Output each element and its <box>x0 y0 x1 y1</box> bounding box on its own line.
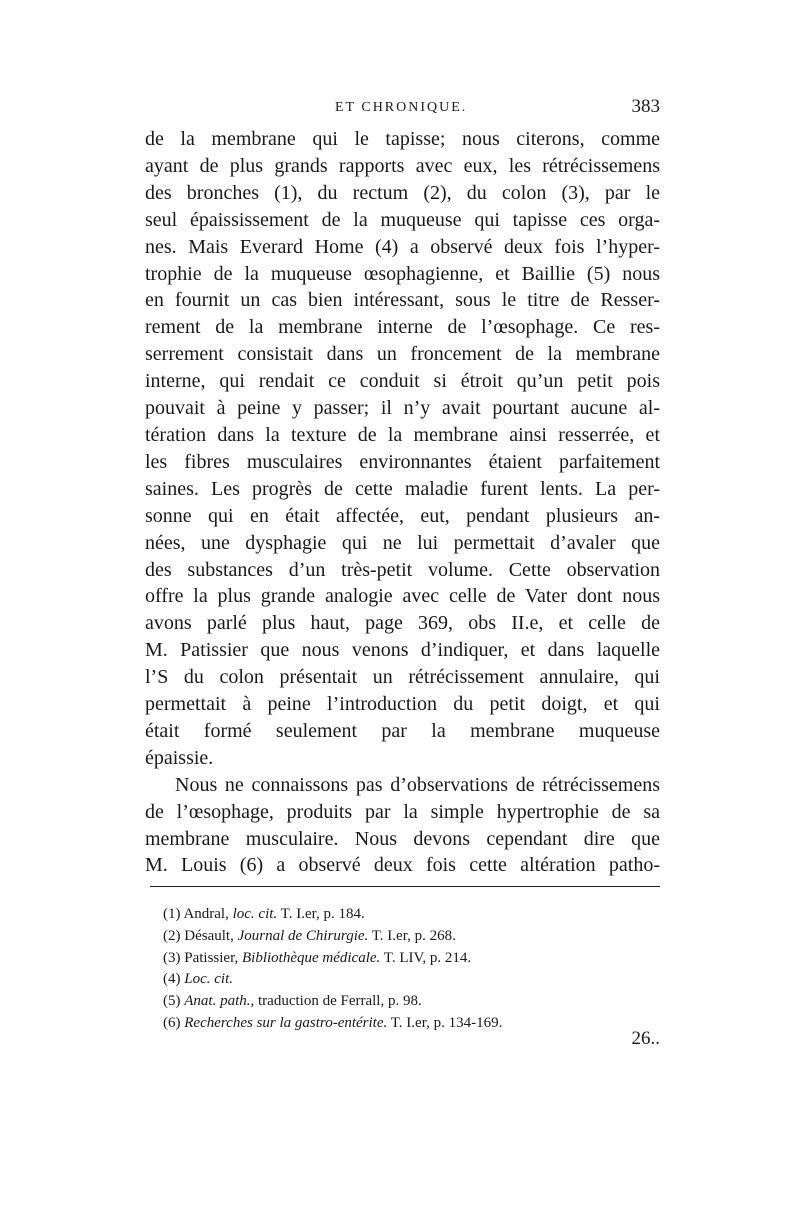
footnote-title: loc. cit. <box>232 906 278 922</box>
text-line: serrement consistait dans un froncement de la membrane <box>145 343 660 366</box>
text-line: des bronches (1), du rectum (2), du colon (3), par le <box>145 181 660 204</box>
footnote <box>163 1013 663 1035</box>
text-line: de l’œsophage, produits par la simple hypertrophie de sa <box>145 800 660 823</box>
footnote-title: Recherches sur la gastro-entérite. <box>184 1014 388 1031</box>
footnote-number: (6) <box>163 1014 181 1031</box>
text-line: sonne qui en était affectée, eut, pendant plusieurs an- <box>145 504 660 527</box>
text-line: de la membrane qui le tapisse; nous citerons, comme <box>145 128 660 150</box>
footnote-reference: T. I.er, p. 268. <box>371 927 456 944</box>
footnote-number: (4) <box>163 971 181 988</box>
footnote <box>163 969 663 991</box>
text-line: épaissie. <box>145 746 214 769</box>
text-line: des substances d’un très-petit volume. Cette observation <box>145 558 660 581</box>
text-line: seul épaississement de la muqueuse qui tapisse ces orga- <box>145 208 660 231</box>
text-line: pouvait à peine y passer; il n’y avait pourtant aucune al- <box>145 397 660 420</box>
footnotes <box>163 904 663 1035</box>
text-line: Nous ne connaissons pas d’observations de rétrécissemens <box>175 773 660 796</box>
page-number: 383 <box>631 96 660 117</box>
running-title: ET CHRONIQUE. <box>335 100 468 115</box>
footnote <box>163 904 663 926</box>
footnote-title: Loc. cit. <box>184 971 233 988</box>
text-line: était formé seulement par la membrane muqueuse <box>145 719 660 742</box>
text-line: nes. Mais Everard Home (4) a observé deux fois l’hyper- <box>145 235 660 258</box>
footnote-author: Patissier, <box>184 949 239 966</box>
footnote-number: (1) <box>163 906 181 922</box>
footnote-reference: , traduction de Ferrall, p. 98. <box>250 993 422 1010</box>
footnote-number: (5) <box>163 993 181 1010</box>
footnote-title: Journal de Chirurgie. <box>237 927 369 944</box>
text-line: nées, une dysphagie qui ne lui permettait d’avaler que <box>145 531 660 554</box>
footnote-title: Bibliothèque médicale. <box>241 949 381 966</box>
footnote-reference: T. I.er, p. 184. <box>280 906 365 922</box>
footnote-rule <box>150 886 660 887</box>
text-line: en fournit un cas bien intéressant, sous le titre de Resser- <box>145 289 660 312</box>
text-line: l’S du colon présentait un rétrécissement annulaire, qui <box>145 666 660 689</box>
footnote-title: Anat. path. <box>184 993 251 1010</box>
text-line: permettait à peine l’introduction du petit doigt, et qui <box>145 693 660 716</box>
text-line: interne, qui rendait ce conduit si étroit qu’un petit pois <box>145 370 660 393</box>
signature-mark: 26.. <box>631 1028 660 1049</box>
text-line: les fibres musculaires environnantes étaient parfaitement <box>145 450 660 473</box>
footnote-number: (3) <box>163 949 181 966</box>
text-line: M. Louis (6) a observé deux fois cette altération patho- <box>145 854 660 877</box>
text-line: offre la plus grande analogie avec celle de Vater dont nous <box>145 585 660 608</box>
footnote-number: (2) <box>163 927 181 944</box>
text-line: ayant de plus grands rapports avec eux, les rétrécissemens <box>145 154 660 177</box>
text-line: tération dans la texture de la membrane ainsi resserrée, et <box>145 423 660 446</box>
text-line: membrane musculaire. Nous devons cependant dire que <box>145 827 660 850</box>
footnote-reference: T. I.er, p. 134-169. <box>390 1014 503 1031</box>
text-line: avons parlé plus haut, page 369, obs II.e, et celle de <box>145 612 660 635</box>
footnote-author: Désault, <box>184 927 234 944</box>
body-text <box>145 126 660 879</box>
footnote-author: Andral, <box>183 906 229 922</box>
footnote <box>163 926 663 948</box>
running-head <box>145 96 660 126</box>
footnote <box>163 991 663 1013</box>
text-line: M. Patissier que nous venons d’indiquer, et dans laquelle <box>145 639 660 662</box>
footnote <box>163 948 663 970</box>
footnote-reference: T. LIV, p. 214. <box>383 949 472 966</box>
text-line: rement de la membrane interne de l’œsophage. Ce res- <box>145 316 660 339</box>
text-line: saines. Les progrès de cette maladie furent lents. La per- <box>145 477 660 500</box>
text-line: trophie de la muqueuse œsophagienne, et Baillie (5) nous <box>145 262 660 285</box>
